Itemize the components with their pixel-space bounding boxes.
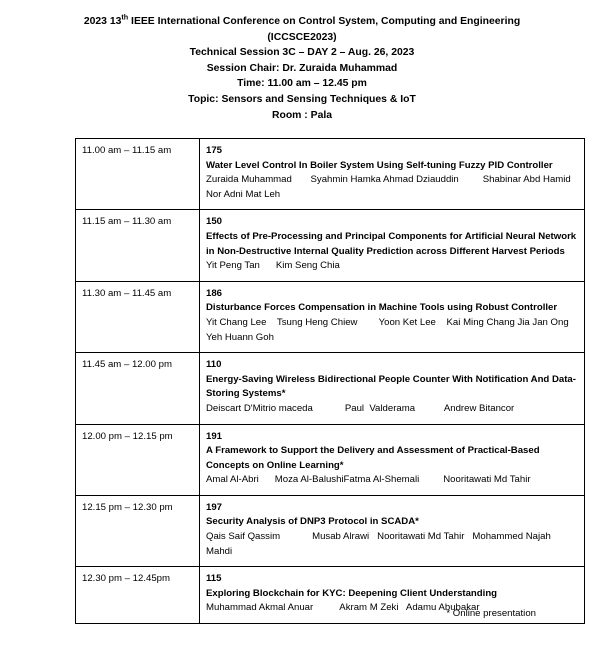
header-line-acronym: (ICCSCE2023) [267, 31, 337, 43]
session-time-slot: 11.45 am – 12.00 pm [76, 353, 200, 424]
paper-title: Exploring Blockchain for KYC: Deepening Client Understanding [206, 587, 498, 599]
session-paper-details [200, 139, 585, 210]
paper-title: Energy-Saving Wireless Bidirectional People Counter With Notification And Data-Storing Systems* [206, 373, 576, 400]
header-line-room: Room : Pala [271, 109, 333, 121]
session-paper-details [200, 424, 585, 495]
paper-id: 186 [206, 287, 223, 299]
header-line-conference-name [0, 14, 604, 30]
table-row [76, 424, 585, 495]
header-line-chair: Session Chair: Dr. Zuraida Muhammad [206, 62, 398, 74]
paper-title: Effects of Pre-Processing and Principal Components for Artificial Neural Network in Non-Destructive Internal Quality Prediction across Different Harvest Periods [206, 230, 577, 257]
session-time-slot: 12.00 pm – 12.15 pm [76, 424, 200, 495]
session-time-slot: 11.30 am – 11.45 am [76, 281, 200, 352]
paper-authors: Muhammad Akmal Anuar Akram M Zeki Adamu Abubakar [206, 602, 480, 614]
table-row [76, 495, 585, 566]
session-paper-details [200, 210, 585, 281]
ordinal-suffix: th [121, 12, 129, 22]
paper-id: 115 [206, 573, 222, 585]
table-row [76, 139, 585, 210]
session-paper-details [200, 353, 585, 424]
conference-header [0, 0, 604, 123]
online-presentation-footnote: * Online presentation [446, 608, 536, 619]
paper-authors: Zuraida Muhammad Syahmin Hamka Ahmad Dziauddin Shabinar Abd Hamid Nor Adni Mat Leh [206, 174, 579, 200]
session-paper-details [200, 281, 585, 352]
paper-authors: Qais Saif Qassim Musab Alrawi Nooritawati Md Tahir Mohammed Najah Mahdi [206, 531, 554, 557]
table-row [76, 353, 585, 424]
paper-title: Water Level Control In Boiler System Using Self-tuning Fuzzy PID Controller [206, 159, 553, 171]
session-time-slot: 11.00 am – 11.15 am [76, 139, 200, 210]
header-line-time: Time: 11.00 am – 12.45 pm [237, 78, 367, 90]
paper-id: 197 [206, 501, 223, 513]
paper-title: Disturbance Forces Compensation in Machine Tools using Robust Controller [206, 302, 558, 314]
program-schedule-table [75, 138, 585, 624]
table-row [76, 210, 585, 281]
paper-id: 110 [206, 359, 222, 371]
paper-id: 175 [206, 145, 223, 156]
program-table-container [75, 138, 585, 624]
header-conference-prefix: 2023 13 [83, 16, 122, 27]
paper-authors: Yit Chang Lee Tsung Heng Chiew Yoon Ket Lee Kai Ming Chang Jia Jan Ong Yeh Huann Goh [206, 316, 585, 343]
paper-title: A Framework to Support the Delivery and Assessment of Practical-Based Concepts on Online Learning* [206, 445, 540, 471]
paper-authors: Deiscart D'Mitrio maceda Paul Valderama Andrew Bitancor [206, 402, 515, 414]
header-conference-suffix: IEEE International Conference on Control System, Computing and Engineering [128, 16, 521, 27]
header-line-topic: Topic: Sensors and Sensing Techniques & IoT [188, 93, 416, 105]
session-time-slot: 12.30 pm – 12.45pm [76, 567, 200, 624]
table-row [76, 281, 585, 352]
session-time-slot: 12.15 pm – 12.30 pm [76, 495, 200, 566]
paper-id: 191 [206, 430, 223, 442]
program-table-body [76, 139, 585, 624]
session-time-slot: 11.15 am – 11.30 am [76, 210, 200, 281]
paper-title: Security Analysis of DNP3 Protocol in SCADA* [206, 516, 419, 528]
header-line-session: Technical Session 3C – DAY 2 – Aug. 26, 2023 [189, 47, 415, 59]
session-paper-details [200, 495, 585, 566]
paper-id: 150 [206, 216, 223, 228]
paper-authors: Amal Al-Abri Moza Al-BalushiFatma Al-Shemali Nooritawati Md Tahir [206, 474, 531, 486]
paper-authors: Yit Peng Tan Kim Seng Chia [206, 260, 340, 272]
